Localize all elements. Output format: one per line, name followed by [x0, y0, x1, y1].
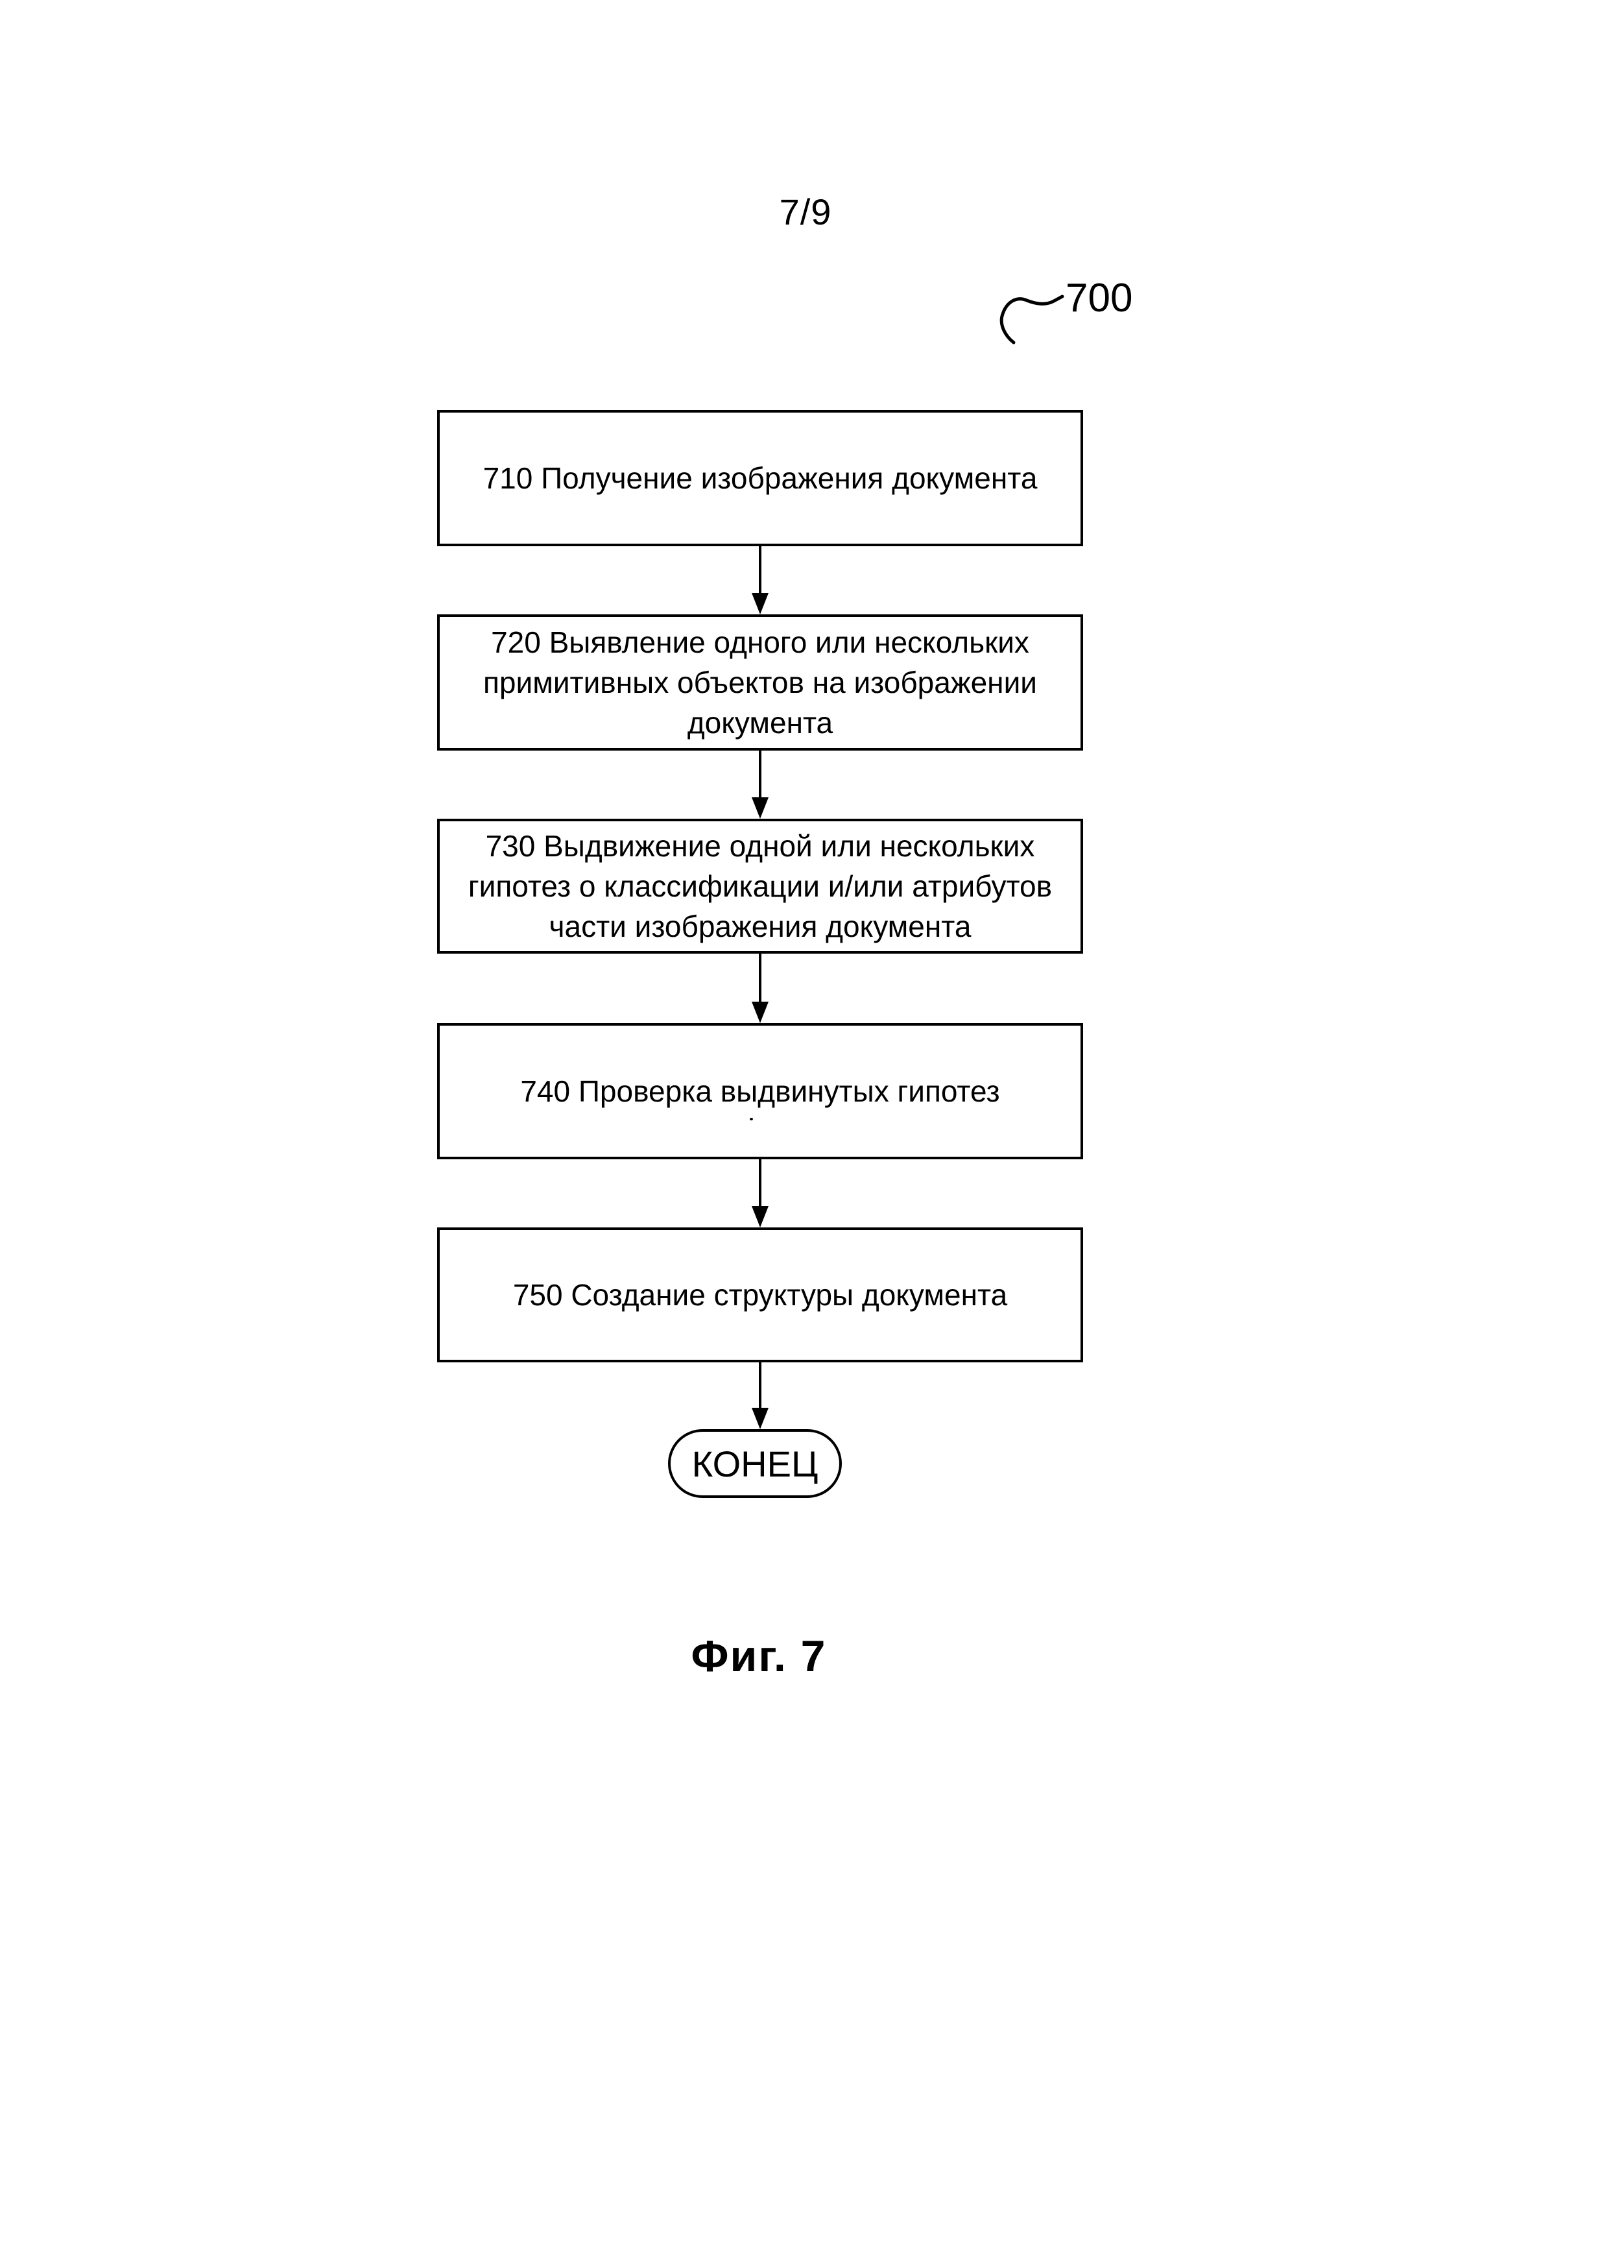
arrow-stem — [759, 1362, 761, 1411]
flow-step-710 — [437, 410, 1083, 546]
arrow-740-to-750 — [759, 1159, 761, 1227]
arrow-down-icon — [752, 1002, 769, 1023]
flow-step-750 — [437, 1227, 1083, 1362]
end-terminal — [668, 1429, 842, 1498]
end-terminal-label: КОНЕЦ — [691, 1443, 818, 1484]
figure-reference-leader-curve-icon — [986, 285, 1077, 350]
arrow-stem — [759, 751, 761, 801]
flow-step-750-label: 750 Создание структуры документа — [512, 1278, 1008, 1312]
figure-caption: Фиг. 7 — [691, 1632, 827, 1681]
sheet-number: 7/9 — [779, 191, 832, 232]
flow-step-710-label: 710 Получение изображения документа — [483, 461, 1038, 495]
flow-step-720 — [437, 614, 1083, 751]
flow-step-720-label: 720 Выявление одного или нескольких примитивных объектов на изображении документа — [483, 625, 1037, 740]
arrow-down-icon — [752, 1408, 769, 1429]
flow-step-740 — [437, 1023, 1083, 1159]
arrow-down-icon — [752, 593, 769, 614]
arrow-down-icon — [752, 1206, 769, 1227]
scan-artifact-dot — [750, 1118, 753, 1120]
arrow-710-to-720 — [759, 546, 761, 614]
arrow-stem — [759, 546, 761, 596]
arrow-down-icon — [752, 797, 769, 819]
arrow-730-to-740 — [759, 954, 761, 1023]
figure-reference-number: 700 — [1066, 276, 1133, 320]
flow-step-730-label: 730 Выдвижение одной или нескольких гипотез о классификации и/или атрибутов части изображения документа — [468, 829, 1053, 943]
flow-step-730 — [437, 819, 1083, 954]
arrow-750-to-end — [759, 1362, 761, 1429]
arrow-stem — [759, 1159, 761, 1209]
arrow-stem — [759, 954, 761, 1005]
flow-step-740-label: 740 Проверка выдвинутых гипотез — [520, 1074, 1000, 1108]
arrow-720-to-730 — [759, 751, 761, 819]
